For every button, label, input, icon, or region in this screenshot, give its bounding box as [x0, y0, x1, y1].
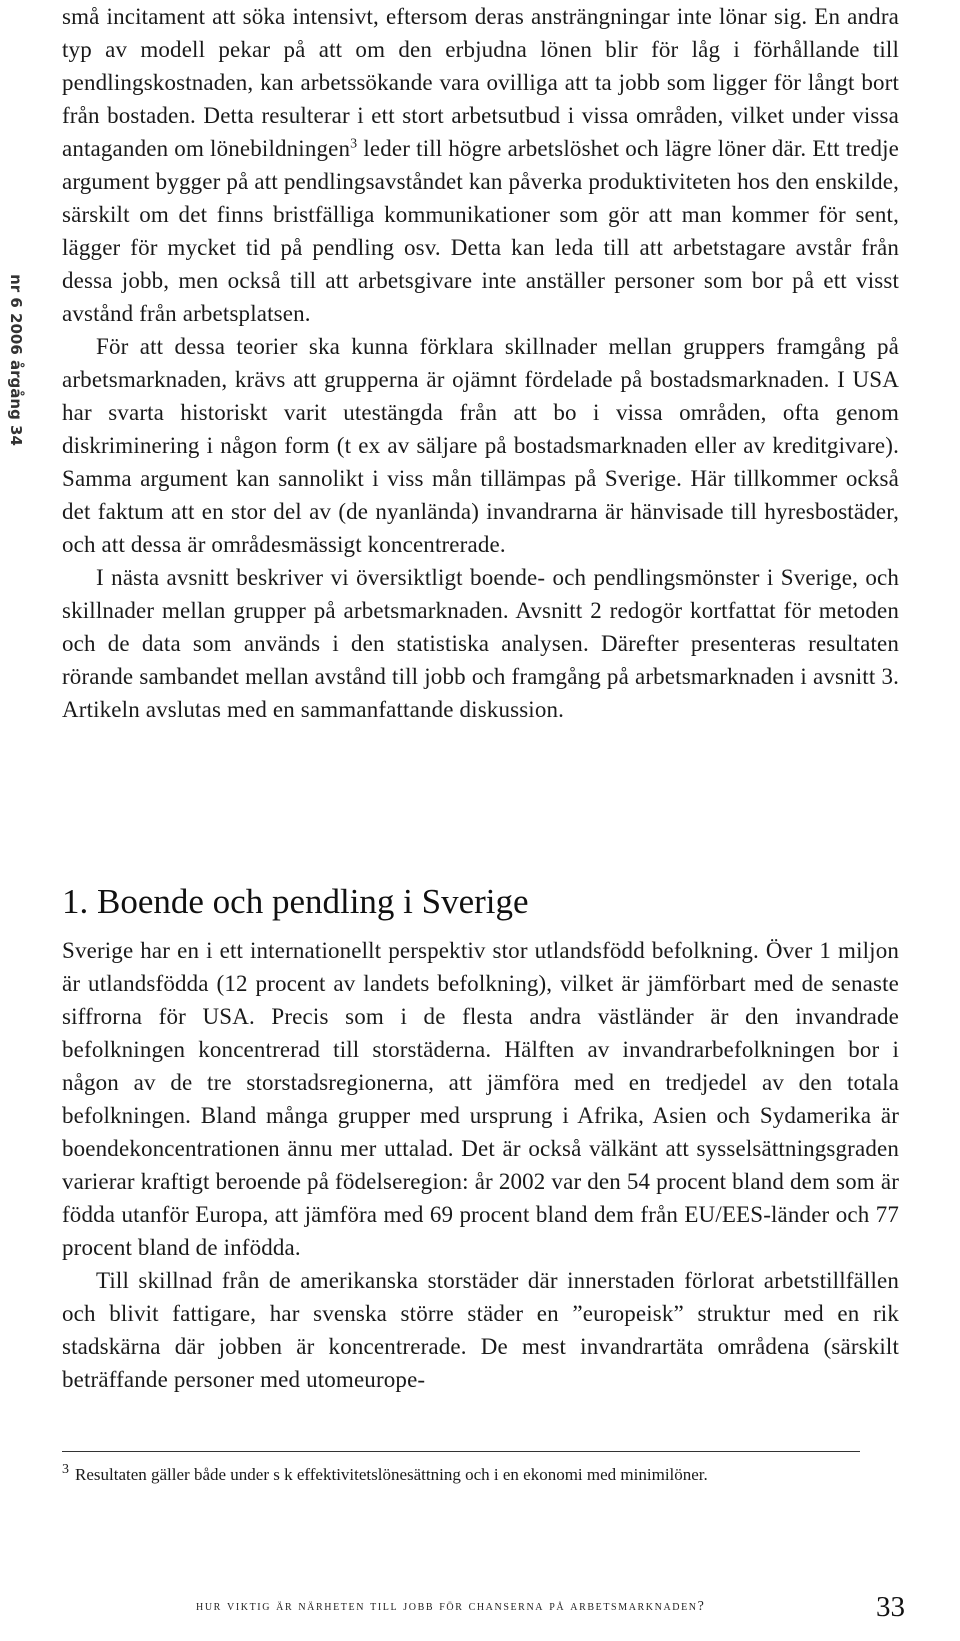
running-footer-title: hur viktig är närheten till jobb för chanserna på arbetsmarknaden?	[196, 1599, 706, 1614]
section-body	[62, 934, 899, 1396]
footnote-mark: 3	[62, 1462, 69, 1478]
body-text	[62, 0, 899, 726]
footnote-divider	[62, 1451, 860, 1452]
journal-issue-text: nr 6 2006 årgång 34	[7, 274, 26, 446]
paragraph: Sverige har en i ett internationellt perspektiv stor utlandsfödd befolkning. Över 1 miljon är utlandsfödda (12 procent av landets befolkning), vilket är jämförbart med de senaste siffrorna för USA. Precis som i de flesta andra västländer är den invandrade befolkningen koncentrerad till storstäderna. Hälften av invandrarbefolkningen bor i någon av de tre storstadsregionerna, att jämföra med en tredjedel av den totala befolkningen. Bland många grupper med ursprung i Afrika, Asien och Sydamerika är boendekoncentrationen ännu mer uttalad. Det är också välkänt att sysselsättningsgraden varierar kraftigt beroende på födelseregion: år 2002 var den 54 procent bland dem som är födda utanför Europa, att jämföra med 69 procent bland dem från EU/EES-länder och 77 procent bland de infödda.	[62, 938, 899, 1260]
footnote	[62, 1461, 862, 1488]
paragraph-text: små incitament att söka intensivt, eftersom deras ansträngningar inte lönar sig. En andra typ av modell pekar på att om den erbjudna lönen blir för låg i förhållande till pendlingskostnaden, kan arbetssökande vara ovilliga att ta jobb som ligger för långt bort från bostaden. Detta resulterar i ett stort arbetsutbud i vissa områden, vilket under vissa antaganden om lönebildningen	[62, 4, 899, 161]
footnote-reference[interactable]: 3	[350, 136, 358, 152]
paragraph-text: leder till högre arbetslöshet och lägre löner där. Ett tredje argument bygger på att pendlingsavståndet kan påverka produktiviteten hos den enskilde, särskilt om det finns bristfälliga kommunikationer som gör att man kommer för sent, lägger för mycket tid på pendling osv. Detta kan leda till att arbetstagare avstår från dessa jobb, men också till att arbetsgivare inte anställer personer som bor på ett visst avstånd från arbetsplatsen.	[62, 136, 899, 326]
paragraph: Till skillnad från de amerikanska storstäder där innerstaden förlorat arbetstillfällen och blivit fattigare, har svenska större städer en ”europeisk” struktur med en rik stadskärna där jobben är koncentrerade. De mest invandrartäta områdena (särskilt beträffande personer med utomeurope-	[62, 1268, 899, 1392]
paragraph: För att dessa teorier ska kunna förklara skillnader mellan gruppers framgång på arbetsmarknaden, krävs att grupperna är ojämnt fördelade på bostadsmarknaden. I USA har svarta historiskt varit utestängda från att bo i vissa områden, ofta genom diskriminering i någon form (t ex av säljare på bostadsmarknaden eller av kreditgivare). Samma argument kan sannolikt i viss mån tillämpas på Sverige. Här tillkommer också det faktum att en stor del av (de nyanlända) invandrarna är hänvisade till hyresbostäder, och att dessa är områdesmässigt koncentrerade.	[62, 334, 899, 557]
section-heading: 1. Boende och pendling i Sverige	[62, 882, 529, 921]
journal-issue-label	[2, 260, 30, 460]
page-number: 33	[876, 1591, 905, 1623]
paragraph: I nästa avsnitt beskriver vi översiktligt boende- och pendlingsmönster i Sverige, och skillnader mellan grupper på arbetsmarknaden. Avsnitt 2 redogör kortfattat för metoden och de data som används i den statistiska analysen. Därefter presenteras resultaten rörande sambandet mellan avstånd till jobb och framgång på arbetsmarknaden i avsnitt 3. Artikeln avslutas med en sammanfattande diskussion.	[62, 565, 899, 722]
paragraph-continued	[62, 0, 899, 330]
footnote-text: Resultaten gäller både under s k effektivitetslönesättning och i en ekonomi med minimilöner.	[75, 1465, 708, 1484]
